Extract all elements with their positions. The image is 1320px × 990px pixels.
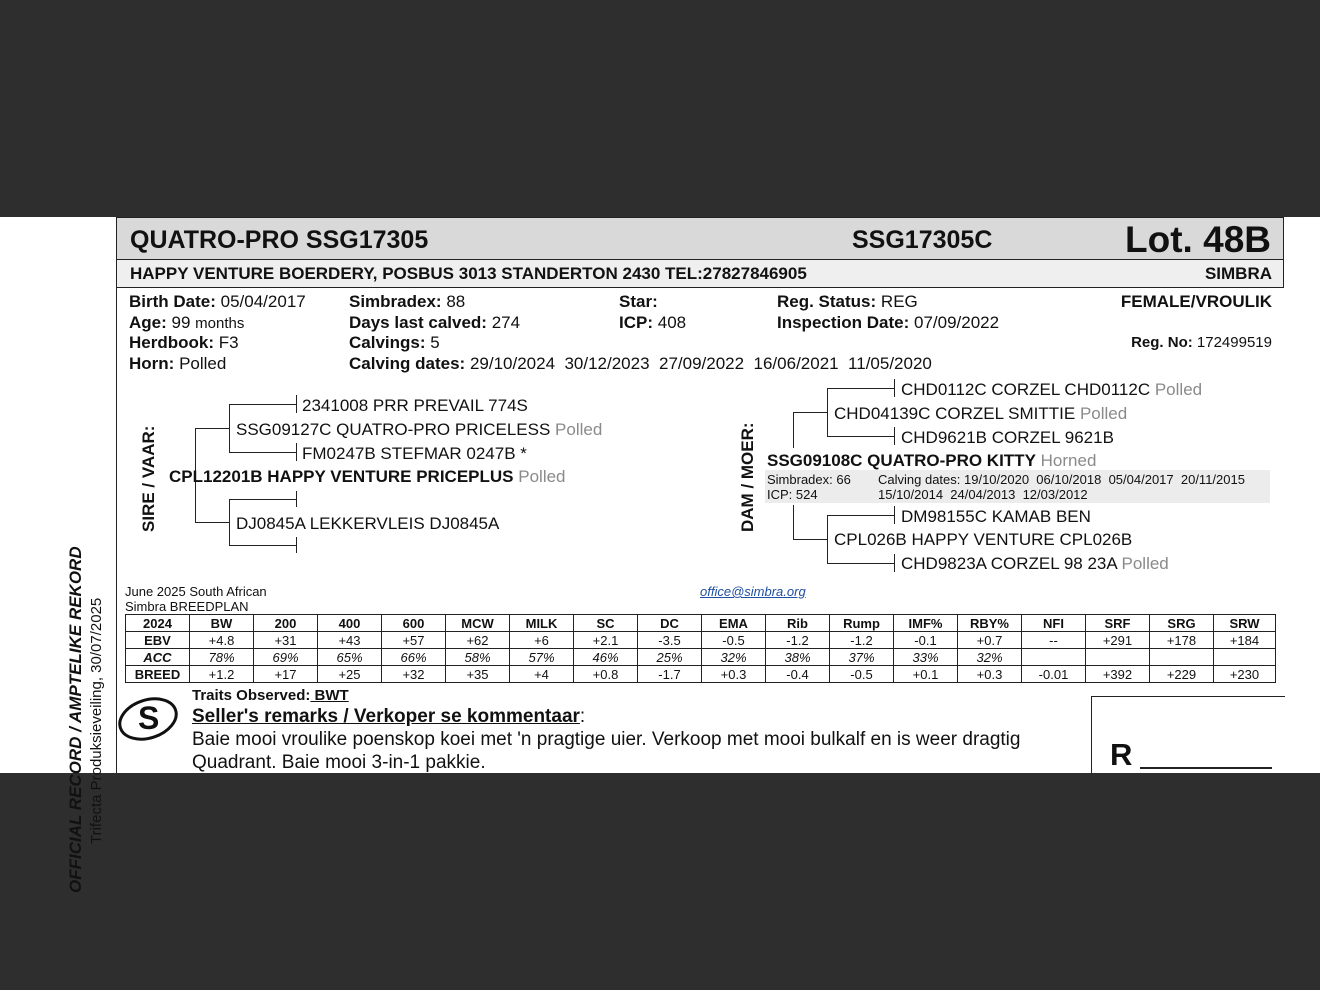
herdbook: Herdbook: F3 xyxy=(129,333,239,352)
ebv-header-cell: RBY% xyxy=(958,615,1022,632)
dam-bracket-bottom xyxy=(793,539,828,540)
breed-average-cell: +229 xyxy=(1150,666,1214,683)
animal-name: QUATRO-PRO SSG17305 xyxy=(130,226,429,254)
breed-average-cell: +0.8 xyxy=(574,666,638,683)
dam-bracket-bottom-line xyxy=(793,505,794,539)
breed-average-cell: +1.2 xyxy=(190,666,254,683)
sire-sire-bracket xyxy=(229,404,230,452)
accuracy-cell: 69% xyxy=(254,649,318,666)
sire-sire-bracket-bottom xyxy=(229,452,297,453)
simbra-logo xyxy=(116,695,182,747)
title-bar xyxy=(116,217,1284,260)
breed-average-cell: -1.7 xyxy=(638,666,702,683)
traits-observed: Traits Observed: BWT xyxy=(192,687,349,704)
accuracy-cell: 58% xyxy=(446,649,510,666)
dam-dam-dam: CHD9823A CORZEL 98 23A Polled xyxy=(901,554,1169,573)
sire-dam-bracket-bottom xyxy=(229,545,297,546)
breed-average-cell: +32 xyxy=(382,666,446,683)
sale-name-label: Trifecta Produksieveiling, 30/07/2025 xyxy=(88,597,105,844)
price-currency: R xyxy=(1110,737,1133,772)
email-link[interactable]: office@simbra.org xyxy=(700,584,806,599)
breed-average-label: BREED xyxy=(126,666,190,683)
accuracy-cell xyxy=(1150,649,1214,666)
tick xyxy=(296,395,297,413)
age: Age: 99 months xyxy=(129,313,245,332)
breed-average-cell: +25 xyxy=(318,666,382,683)
ebv-cell: +43 xyxy=(318,632,382,649)
ebv-header-cell: 600 xyxy=(382,615,446,632)
accuracy-label: ACC xyxy=(126,649,190,666)
dam-sire-bracket-top xyxy=(827,388,895,389)
birth-date: Birth Date: 05/04/2017 xyxy=(129,292,306,311)
ebv-header-cell: NFI xyxy=(1022,615,1086,632)
seller-remarks-line1: Baie mooi vroulike poenskop koei met 'n pragtige uier. Verkoop met mooi bulkalf en is weer dragtig xyxy=(192,729,1021,750)
accuracy-cell xyxy=(1022,649,1086,666)
ebv-cell: -3.5 xyxy=(638,632,702,649)
ebv-header-cell: DC xyxy=(638,615,702,632)
accuracy-cell: 65% xyxy=(318,649,382,666)
animal-code: SSG17305C xyxy=(852,226,993,254)
ebv-header-row xyxy=(126,615,1276,632)
ebv-cell: +291 xyxy=(1086,632,1150,649)
sire-dam-bracket xyxy=(229,499,230,545)
dam-label: DAM / MOER: xyxy=(738,422,757,532)
dam-calving-dates-2: 15/10/2014 24/04/2013 12/03/2012 xyxy=(878,487,1088,502)
official-record-label: OFFICIAL RECORD / AMPTELIKE REKORD xyxy=(66,546,85,893)
price-underline[interactable] xyxy=(1140,767,1272,769)
sire-sire-sire: 2341008 PRR PREVAIL 774S xyxy=(302,396,528,415)
accuracy-cell: 46% xyxy=(574,649,638,666)
days-last-calved: Days last calved: 274 xyxy=(349,313,521,332)
ebv-header-cell: MILK xyxy=(510,615,574,632)
dam-dam-bracket-bottom xyxy=(827,563,895,564)
dam-calving-dates: Calving dates: 19/10/2020 06/10/2018 05/04/2017 20/11/2015 xyxy=(878,472,1245,487)
ebv-header-cell: EMA xyxy=(702,615,766,632)
reg-number: Reg. No: 172499519 xyxy=(1131,334,1272,351)
breed-average-cell: +17 xyxy=(254,666,318,683)
dam-stats-box xyxy=(765,470,1270,503)
breed-average-cell: +0.3 xyxy=(702,666,766,683)
breeder-info: HAPPY VENTURE BOERDERY, POSBUS 3013 STANDERTON 2430 TEL:27827846905 xyxy=(130,264,807,283)
sire-sire-bracket-top xyxy=(229,404,297,405)
dam-bracket-top-line xyxy=(793,412,794,448)
accuracy-cell xyxy=(1086,649,1150,666)
breed-average-cell: +0.3 xyxy=(958,666,1022,683)
accuracy-cell xyxy=(1214,649,1276,666)
sire-dam: DJ0845A LEKKERVLEIS DJ0845A xyxy=(236,514,500,533)
ebv-cell: +57 xyxy=(382,632,446,649)
ebv-header-cell: 400 xyxy=(318,615,382,632)
ebv-cell: +4.8 xyxy=(190,632,254,649)
accuracy-cell: 38% xyxy=(766,649,830,666)
dam-dam-bracket xyxy=(827,515,828,563)
sire-sire: SSG09127C QUATRO-PRO PRICELESS Polled xyxy=(236,420,603,439)
ebv-header-cell: IMF% xyxy=(894,615,958,632)
breed-average-cell: -0.4 xyxy=(766,666,830,683)
icp: ICP: 408 xyxy=(619,313,687,332)
ebv-header-cell: BW xyxy=(190,615,254,632)
breedplan-source-1: June 2025 South African xyxy=(125,584,267,599)
breeder-bar xyxy=(116,260,1284,288)
horn: Horn: Polled xyxy=(129,354,227,373)
breed-name: SIMBRA xyxy=(1204,264,1272,283)
accuracy-cell: 25% xyxy=(638,649,702,666)
dam: SSG09108C QUATRO-PRO KITTY Horned xyxy=(767,451,1097,470)
ebv-header-label: 2024 xyxy=(126,615,190,632)
logo-letter: S xyxy=(138,700,160,736)
dam-dam: CPL026B HAPPY VENTURE CPL026B xyxy=(834,530,1133,549)
sire-label: SIRE / VAAR: xyxy=(139,425,158,532)
ebv-cell: +62 xyxy=(446,632,510,649)
ebv-header-cell: SRW xyxy=(1214,615,1276,632)
ebv-cell: -0.1 xyxy=(894,632,958,649)
ebv-cell: -- xyxy=(1022,632,1086,649)
catalogue-page xyxy=(0,217,1320,893)
sex: FEMALE/VROULIK xyxy=(1120,292,1272,311)
breed-average-cell: +0.1 xyxy=(894,666,958,683)
sire-bracket-top xyxy=(195,428,230,429)
ebv-header-cell: SC xyxy=(574,615,638,632)
accuracy-cell: 78% xyxy=(190,649,254,666)
breed-average-cell: +392 xyxy=(1086,666,1150,683)
ebv-label: EBV xyxy=(126,632,190,649)
ebv-cell: -1.2 xyxy=(766,632,830,649)
breed-average-cell: +4 xyxy=(510,666,574,683)
accuracy-cell: 32% xyxy=(958,649,1022,666)
dam-dam-bracket-top xyxy=(827,515,895,516)
ebv-header-cell: Rib xyxy=(766,615,830,632)
ebv-cell: -0.5 xyxy=(702,632,766,649)
tick xyxy=(894,427,895,445)
ebv-header-cell: SRF xyxy=(1086,615,1150,632)
breed-average-cell: -0.01 xyxy=(1022,666,1086,683)
ebv-table xyxy=(125,614,1276,683)
simbradex: Simbradex: 88 xyxy=(349,292,466,311)
ebv-cell: +184 xyxy=(1214,632,1276,649)
dam-bracket-top xyxy=(793,412,828,413)
sire: CPL12201B HAPPY VENTURE PRICEPLUS Polled xyxy=(169,467,566,486)
sire-bracket-bottom xyxy=(195,522,230,523)
tick xyxy=(894,379,895,397)
tick xyxy=(894,554,895,572)
sire-sire-dam: FM0247B STEFMAR 0247B * xyxy=(302,444,527,463)
dam-sire-bracket-bottom xyxy=(827,436,895,437)
calving-dates: Calving dates: 29/10/2024 30/12/2023 27/09/2022 16/06/2021 11/05/2020 xyxy=(349,354,932,373)
reg-status: Reg. Status: REG xyxy=(777,292,918,311)
dam-icp: ICP: 524 xyxy=(767,487,818,502)
ebv-cell: +178 xyxy=(1150,632,1214,649)
breed-average-row xyxy=(126,666,1276,683)
dam-sire-sire: CHD0112C CORZEL CHD0112C Polled xyxy=(901,380,1203,399)
ebv-header-cell: 200 xyxy=(254,615,318,632)
lot-number: Lot. 48B xyxy=(1125,219,1271,260)
inspection-date: Inspection Date: 07/09/2022 xyxy=(777,313,1000,332)
dam-sire-bracket xyxy=(827,388,828,436)
calvings: Calvings: 5 xyxy=(349,333,440,352)
sire-dam-bracket-top xyxy=(229,499,297,500)
seller-remarks-line2: Quadrant. Baie mooi 3-in-1 pakkie. xyxy=(192,752,486,773)
ebv-cell: +6 xyxy=(510,632,574,649)
breedplan-source-2: Simbra BREEDPLAN xyxy=(125,599,249,614)
dam-simbradex: Simbradex: 66 xyxy=(767,472,851,487)
dam-sire-dam: CHD9621B CORZEL 9621B xyxy=(901,428,1114,447)
breed-average-cell: -0.5 xyxy=(830,666,894,683)
price-box xyxy=(1091,696,1285,774)
ebv-cell: -1.2 xyxy=(830,632,894,649)
tick xyxy=(894,506,895,524)
accuracy-cell: 33% xyxy=(894,649,958,666)
seller-remarks-title: Seller's remarks / Verkoper se kommentaar: xyxy=(192,706,586,727)
tick xyxy=(296,537,297,553)
ebv-header-cell: Rump xyxy=(830,615,894,632)
breed-average-cell: +230 xyxy=(1214,666,1276,683)
accuracy-cell: 32% xyxy=(702,649,766,666)
accuracy-cell: 57% xyxy=(510,649,574,666)
ebv-cell: +31 xyxy=(254,632,318,649)
dam-dam-sire: DM98155C KAMAB BEN xyxy=(901,507,1091,526)
tick xyxy=(296,491,297,507)
accuracy-cell: 66% xyxy=(382,649,446,666)
ebv-header-cell: SRG xyxy=(1150,615,1214,632)
ebv-row xyxy=(126,632,1276,649)
ebv-cell: +2.1 xyxy=(574,632,638,649)
ebv-header-cell: MCW xyxy=(446,615,510,632)
ebv-cell: +0.7 xyxy=(958,632,1022,649)
tick xyxy=(296,443,297,461)
breed-average-cell: +35 xyxy=(446,666,510,683)
star: Star: xyxy=(619,292,658,311)
accuracy-cell: 37% xyxy=(830,649,894,666)
dam-sire: CHD04139C CORZEL SMITTIE Polled xyxy=(834,404,1128,423)
accuracy-row xyxy=(126,649,1276,666)
